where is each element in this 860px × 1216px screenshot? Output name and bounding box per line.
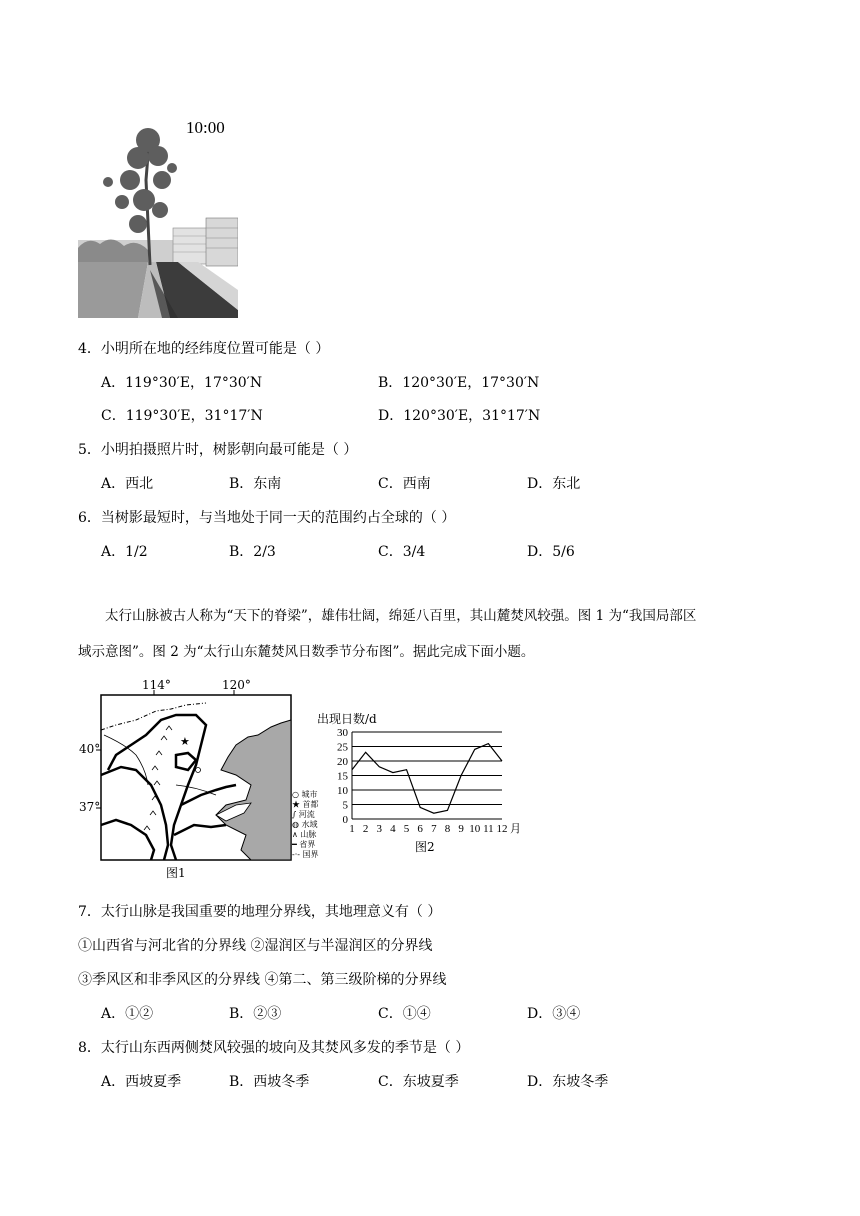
- q4-option-a[interactable]: A．119°30′E，17°30′N: [101, 375, 263, 391]
- legend-row: [292, 830, 319, 840]
- q5-option-a[interactable]: A．西北: [101, 476, 154, 492]
- legend-row: [292, 810, 319, 820]
- water-icon: ◍: [292, 820, 299, 829]
- q7-statement-2: ③季风区和非季风区的分界线 ④第二、第三级阶梯的分界线: [78, 972, 447, 988]
- passage-line-2: 域示意图”。图 2 为“太行山东麓焚风日数季节分布图”。据此完成下面小题。: [78, 644, 535, 660]
- y-tick-label: 25: [337, 741, 348, 754]
- q4-option-b[interactable]: B．120°30′E，17°30′N: [378, 375, 540, 391]
- svg-text:★: ★: [180, 735, 190, 748]
- x-tick-label: 2: [362, 823, 369, 835]
- y-tick-label: 20: [337, 756, 348, 768]
- q6-option-c[interactable]: C．3/4: [378, 544, 426, 560]
- x-tick-label: 4: [390, 823, 396, 835]
- x-tick-label: 6: [417, 823, 423, 835]
- q7-option-a[interactable]: A．①②: [101, 1006, 154, 1022]
- legend-label: 山脉: [300, 830, 317, 839]
- y-tick-label: 30: [337, 727, 348, 739]
- x-tick-label: 12: [496, 823, 508, 835]
- q5-option-c[interactable]: C．西南: [378, 476, 431, 492]
- tree-shadow-photo: [78, 120, 238, 318]
- x-unit-label: 月: [510, 822, 521, 835]
- legend-label: 首都: [302, 800, 319, 809]
- map-lat-label-37: 37°: [79, 800, 101, 814]
- figure-2-chart: [330, 724, 540, 836]
- legend-label: 水域: [301, 820, 318, 829]
- q4-option-c[interactable]: C．119°30′E，31°17′N: [101, 408, 263, 424]
- q8-stem: 8．太行山东西两侧焚风较强的坡向及其焚风多发的季节是（ ）: [78, 1040, 470, 1056]
- map-lat-label-40: 40°: [79, 742, 101, 756]
- national-border-icon: -·-: [292, 850, 300, 859]
- x-tick-label: 1: [349, 823, 355, 835]
- map-legend: [292, 790, 319, 860]
- y-tick-label: 15: [337, 770, 348, 783]
- y-tick-label: 0: [342, 814, 348, 826]
- q8-option-b[interactable]: B．西坡冬季: [229, 1074, 310, 1090]
- q8-option-c[interactable]: C．东坡夏季: [378, 1074, 459, 1090]
- figure-1-caption: 图1: [166, 866, 186, 880]
- legend-row: [292, 820, 319, 830]
- y-tick-label: 5: [342, 799, 348, 812]
- legend-row: [292, 840, 319, 850]
- legend-label: 城市: [301, 790, 318, 799]
- q6-option-a[interactable]: A．1/2: [101, 544, 148, 560]
- q6-option-b[interactable]: B．2/3: [229, 544, 276, 560]
- legend-label: 国界: [302, 850, 319, 859]
- legend-row: [292, 790, 319, 800]
- x-tick-label: 11: [483, 823, 494, 835]
- map-lon-label-114: 114°: [142, 678, 171, 692]
- figure-2-caption: 图2: [415, 840, 435, 854]
- q7-option-c[interactable]: C．①④: [378, 1006, 431, 1022]
- series-line: [352, 744, 502, 814]
- q5-option-b[interactable]: B．东南: [229, 476, 282, 492]
- q7-stem: 7．太行山脉是我国重要的地理分界线，其地理意义有（ ）: [78, 904, 442, 920]
- legend-label: 省界: [299, 840, 316, 849]
- q7-statement-1: ①山西省与河北省的分界线 ②湿润区与半湿润区的分界线: [78, 938, 433, 954]
- q7-option-b[interactable]: B．②③: [229, 1006, 282, 1022]
- q5-stem: 5．小明拍摄照片时，树影朝向最可能是（ ）: [78, 442, 358, 458]
- x-tick-label: 8: [444, 823, 451, 835]
- q8-option-d[interactable]: D．东坡冬季: [527, 1074, 609, 1090]
- x-tick-label: 7: [431, 823, 437, 835]
- q7-option-d[interactable]: D．③④: [527, 1006, 581, 1022]
- q5-option-d[interactable]: D．东北: [527, 476, 581, 492]
- province-border-icon: ━: [292, 840, 297, 849]
- river-icon: ∫: [292, 810, 297, 819]
- legend-row: [292, 800, 319, 810]
- capital-icon: ★: [292, 800, 300, 809]
- photo-time-label: 10:00: [186, 118, 225, 137]
- x-tick-label: 3: [376, 823, 383, 835]
- legend-label: 河流: [298, 810, 315, 819]
- q6-stem: 6．当树影最短时，与当地处于同一天的范围约占全球的（ ）: [78, 510, 456, 526]
- q8-option-a[interactable]: A．西坡夏季: [101, 1074, 182, 1090]
- q4-stem: 4．小明所在地的经纬度位置可能是（ ）: [78, 341, 330, 357]
- chart-ylabel: 出现日数/d: [317, 712, 377, 726]
- x-tick-label: 9: [458, 823, 464, 835]
- y-tick-label: 10: [337, 785, 348, 797]
- mountain-icon: ∧: [292, 830, 298, 839]
- city-icon: ○: [292, 790, 299, 799]
- x-tick-label: 5: [403, 823, 410, 835]
- figure-1-map: [76, 675, 311, 885]
- q4-option-d[interactable]: D．120°30′E，31°17′N: [378, 408, 541, 424]
- x-tick-label: 10: [469, 823, 481, 835]
- passage-line-1: 太行山脉被古人称为“天下的脊梁”，雄伟壮阔，绵延八百里，其山麓焚风较强。图 1 为“我国局部区: [105, 608, 697, 624]
- map-lon-label-120: 120°: [222, 678, 251, 692]
- legend-row: [292, 850, 319, 860]
- q6-option-d[interactable]: D．5/6: [527, 544, 575, 560]
